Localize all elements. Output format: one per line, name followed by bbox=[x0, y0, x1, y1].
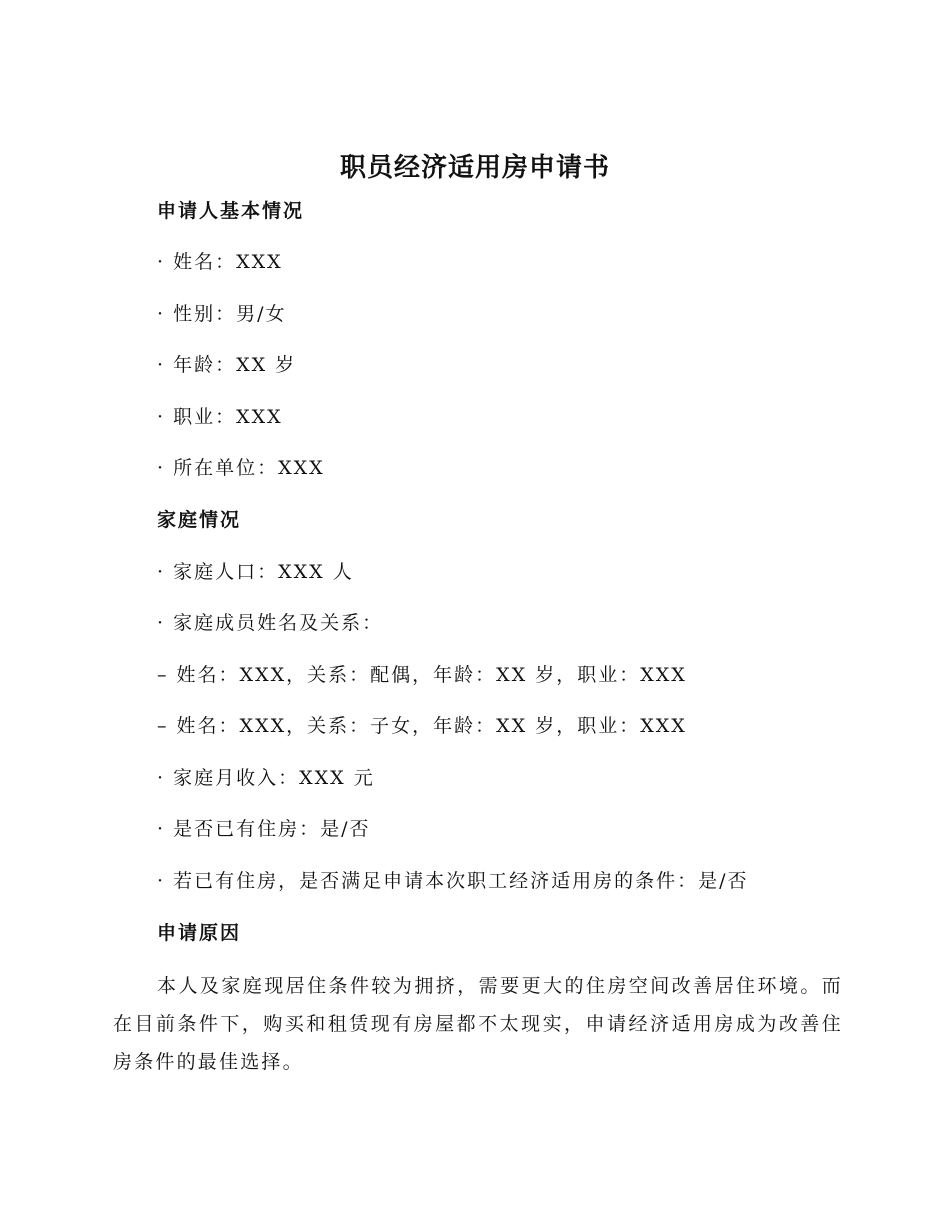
field-has-housing: · 是否已有住房：是/否 bbox=[157, 818, 371, 840]
field-family-members: · 家庭成员姓名及关系： bbox=[157, 612, 384, 634]
reason-paragraph: 本人及家庭现居住条件较为拥挤，需要更大的住房空间改善居住环境。而在目前条件下，购买和租赁现有房屋都不太现实，申请经济适用房成为改善住房条件的最佳选择。 bbox=[113, 975, 843, 1073]
family-member-child: – 姓名：XXX，关系：子女，年龄：XX 岁，职业：XXX bbox=[157, 715, 687, 737]
field-name: · 姓名：XXX bbox=[157, 251, 283, 273]
family-member-spouse: – 姓名：XXX，关系：配偶，年龄：XX 岁，职业：XXX bbox=[157, 664, 687, 686]
section-heading-family: 家庭情况 bbox=[157, 509, 242, 531]
field-household-size: · 家庭人口：XXX 人 bbox=[157, 561, 354, 583]
field-employer: · 所在单位：XXX bbox=[157, 457, 325, 479]
section-heading-basic-info: 申请人基本情况 bbox=[157, 200, 305, 222]
field-monthly-income: · 家庭月收入：XXX 元 bbox=[157, 767, 375, 789]
field-gender: · 性别：男/女 bbox=[157, 303, 287, 325]
field-age: · 年龄：XX 岁 bbox=[157, 354, 297, 376]
section-heading-reason: 申请原因 bbox=[157, 922, 242, 944]
field-occupation: · 职业：XXX bbox=[157, 406, 283, 428]
document-title: 职员经济适用房申请书 bbox=[339, 153, 610, 183]
field-meets-conditions: · 若已有住房，是否满足申请本次职工经济适用房的条件：是/否 bbox=[157, 870, 749, 892]
